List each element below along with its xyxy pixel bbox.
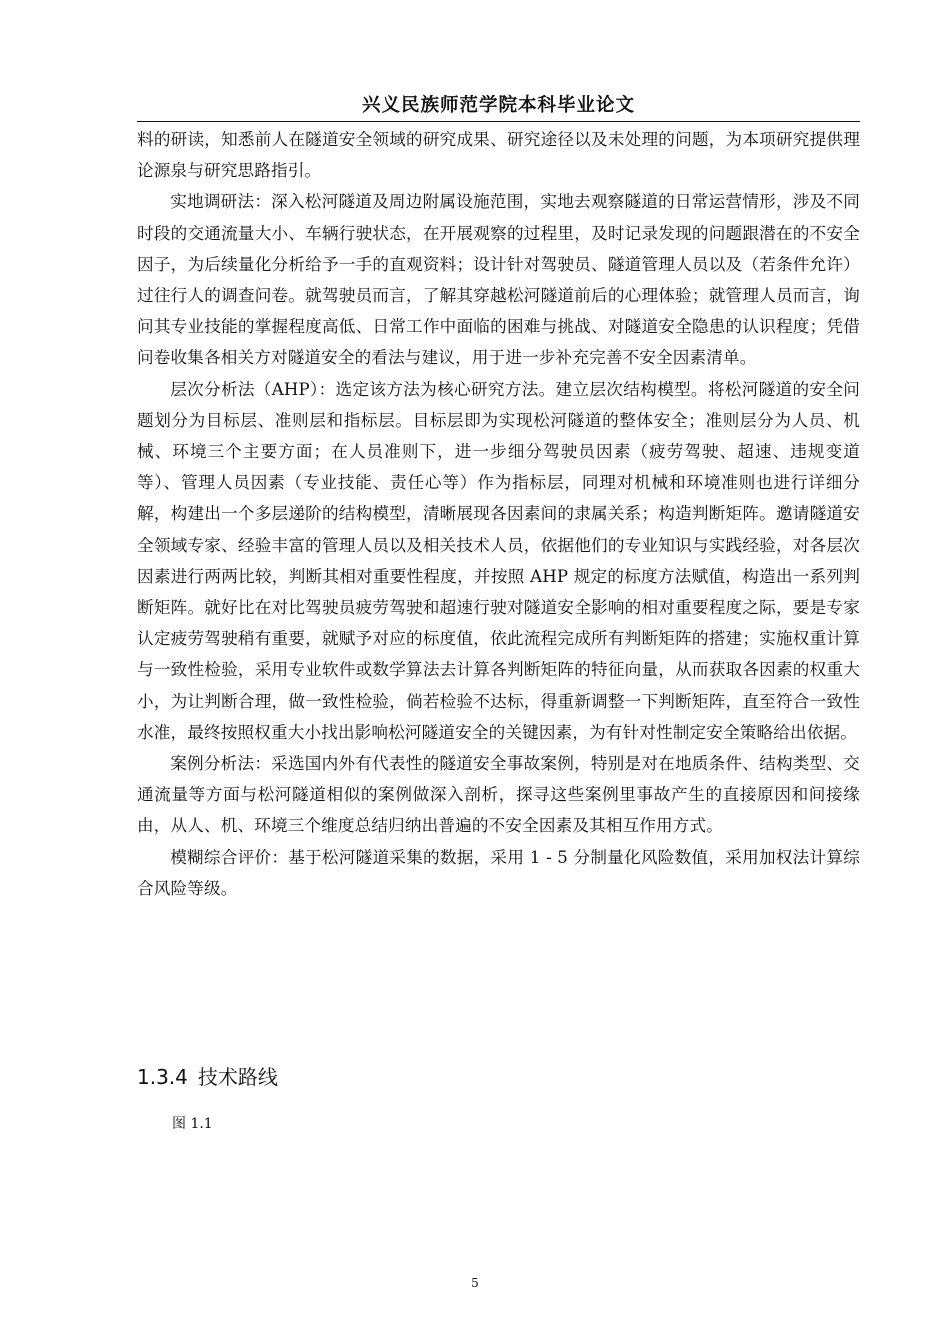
section-title: 技术路线 [197, 1065, 278, 1089]
section-heading [137, 1062, 278, 1092]
paragraph-fuzzy-evaluation: 模糊综合评价：基于松河隧道采集的数据，采用 1 - 5 分制量化风险数值，采用加权法计算综合风险等级。 [137, 847, 860, 898]
running-header: 兴义民族师范学院本科毕业论文 [361, 95, 635, 116]
header-rule [137, 121, 860, 122]
body-text [137, 124, 860, 904]
section-number: 1.3.4 [137, 1065, 188, 1089]
paragraph-case-analysis: 案例分析法：采选国内外有代表性的隧道安全事故案例，特别是对在地质条件、结构类型、交通流量等方面与松河隧道相似的案例做深入剖析，探寻这些案例里事故产生的直接原因和间接缘由，从人、机、环境三个维度总结归纳出普遍的不安全因素及其相互作用方式。 [137, 754, 860, 836]
paragraph-ahp: 层次分析法（AHP）：选定该方法为核心研究方法。建立层次结构模型。将松河隧道的安全问题划分为目标层、准则层和指标层。目标层即为实现松河隧道的整体安全；准则层分为人员、机械、环境三个主要方面；在人员准则下，进一步细分驾驶员因素（疲劳驾驶、超速、违规变道等）、管理人员因素（专业技能、责任心等）作为指标层，同理对机械和环境准则也进行详细分解，构建出一个多层递阶的结构模型，清晰展现各因素间的隶属关系；构造判断矩阵。邀请隧道安全领域专家、经验丰富的管理人员以及相关技术人员，依据他们的专业知识与实践经验，对各层次因素进行两两比较，判断其相对重要性程度，并按照 AHP 规定的标度方法赋值，构造出一系列判断矩阵。就好比在对比驾驶员疲劳驾驶和超速行驶对隧道安全影响的相对重要程度之际，要是专家认定疲劳驾驶稍有重要，就赋予对应的标度值，依此流程完成所有判断矩阵的搭建；实施权重计算与一致性检验，采用专业软件或数学算法去计算各判断矩阵的特征向量，从而获取各因素的权重大小，为让判断合理，做一致性检验，倘若检验不达标，得重新调整一下判断矩阵，直至符合一致性水准，最终按照权重大小找出影响松河隧道安全的关键因素，为有针对性制定安全策略给出依据。 [137, 379, 860, 742]
paragraph-literature-continued: 料的研读，知悉前人在隧道安全领域的研究成果、研究途径以及未处理的问题，为本项研究提供理论源泉与研究思路指引。 [137, 130, 860, 181]
page-number: 5 [471, 1276, 479, 1290]
figure-caption: 图 1.1 [172, 1116, 213, 1132]
paragraph-field-research: 实地调研法：深入松河隧道及周边附属设施范围，实地去观察隧道的日常运营情形，涉及不同时段的交通流量大小、车辆行驶状态，在开展观察的过程里，及时记录发现的问题跟潜在的不安全因子，为后续量化分析给予一手的直观资料；设计针对驾驶员、隧道管理人员以及（若条件允许）过往行人的调查问卷。就驾驶员而言，了解其穿越松河隧道前后的心理体验；就管理人员而言，询问其专业技能的掌握程度高低、日常工作中面临的困难与挑战、对隧道安全隐患的认识程度；凭借问卷收集各相关方对隧道安全的看法与建议，用于进一步补充完善不安全因素清单。 [137, 192, 860, 368]
